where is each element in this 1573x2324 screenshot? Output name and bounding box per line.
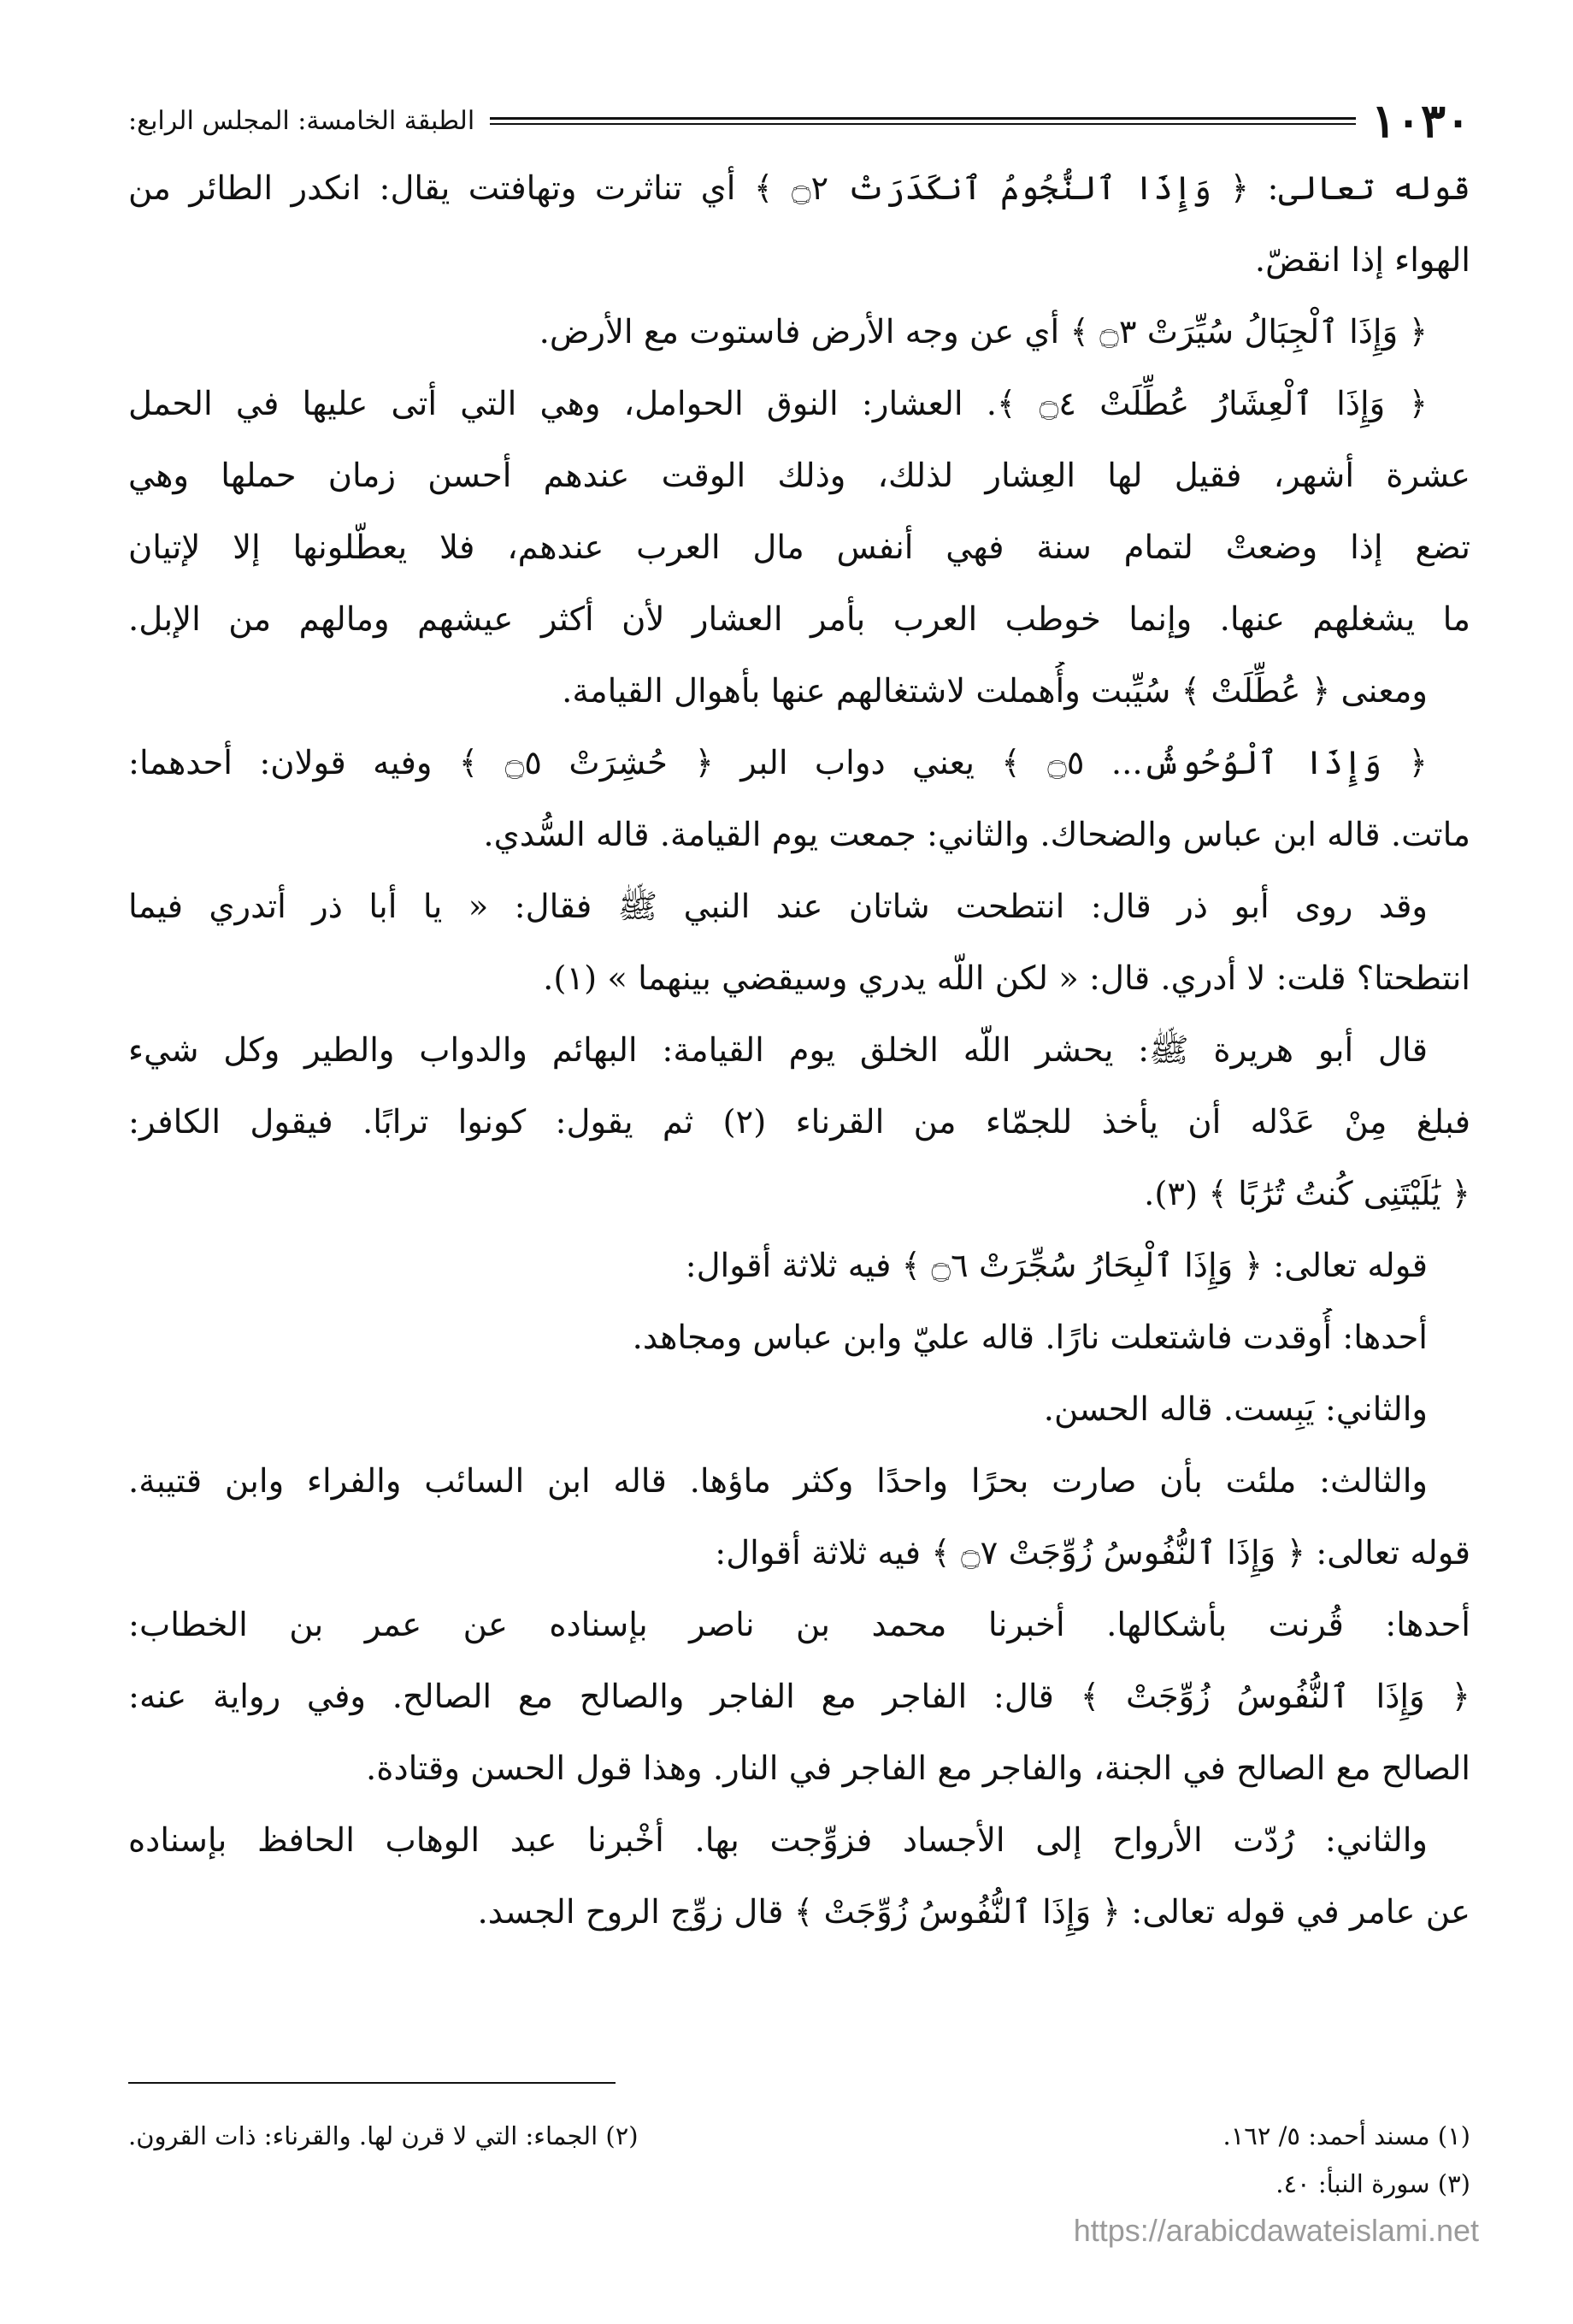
- text-line: أحدها: أُوقدت فاشتعلت نارًا. قاله عليّ وابن عباس ومجاهد.: [632, 1318, 1428, 1357]
- text-line: ﴿ وَإِذَا ٱلنُّفُوسُ زُوِّجَتْ ﴾ قال: الفاجر مع الفاجر والصالح مع الصالح. وفي رواية عنه:: [128, 1678, 1470, 1716]
- text-line: ﴿ يَٰلَيْتَنِى كُنتُ تُرَٰبًا ﴾ (٣).: [1144, 1175, 1470, 1213]
- text-line: قال أبو هريرة ﷺ: يحشر اللّه الخلق يوم القيامة: البهائم والدواب والطير وكل شيء: [128, 1031, 1428, 1070]
- footnote-3: (٣) سورة النبأ: ٤٠.: [1275, 2169, 1470, 2198]
- book-page: [128, 94, 1470, 1955]
- footnotes: [128, 2112, 1470, 2208]
- text-line: وقد روى أبو ذر قال: انتطحت شاتان عند النبي ﷺ فقال: « يا أبا ذر أتدري فيما: [128, 888, 1428, 926]
- running-title: الطبقة الخامسة: المجلس الرابع:: [128, 105, 475, 136]
- text-line: والثاني: رُدّت الأرواح إلى الأجساد فزوِّجت بها. أخْبرنا عبد الوهاب الحافظ بإسناده: [128, 1821, 1428, 1860]
- text-line: الهواء إذا انقضّ.: [1254, 241, 1470, 280]
- footnote-1: (١) مسند أحمد: ٥/ ١٦٢.: [1222, 2121, 1470, 2150]
- text-line: أحدها: قُرنت بأشكالها. أخبرنا محمد بن ناصر بإسناده عن عمر بن الخطاب:: [128, 1606, 1470, 1644]
- text-line: انتطحتا؟ قلت: لا أدري. قال: « لكن اللّه يدري وسيقضي بينهما » (١).: [543, 959, 1470, 998]
- text-line: والثالث: ملئت بأن صارت بحرًا واحدًا وكثر ماؤها. قاله ابن السائب والفراء وابن قتيبة.: [128, 1462, 1428, 1501]
- footnote-row: [128, 2160, 1470, 2208]
- text-line: فبلغ مِنْ عَدْله أن يأخذ للجمّاء من القرناء (٢) ثم يقول: كونوا ترابًا. فيقول الكافر:: [128, 1103, 1470, 1141]
- footnote-separator: [128, 2082, 616, 2084]
- text-line: تضع إذا وضعتْ لتمام سنة فهي أنفس مال العرب عندهم، فلا يعطّلونها إلا لإتيان: [128, 528, 1470, 567]
- watermark-url: https://arabicdawateislami.net: [1073, 2213, 1479, 2248]
- text-line: عشرة أشهر، فقيل لها العِشار لذلك، وذلك الوقت عندهم أحسن زمان حملها وهي: [128, 457, 1470, 495]
- footnote-row: [128, 2112, 1470, 2160]
- header-rule: [490, 117, 1356, 125]
- page-body: [128, 159, 1470, 1955]
- text-line: والثاني: يَبِست. قاله الحسن.: [1043, 1390, 1428, 1429]
- text-line: قوله تعالى: ﴿ وَإِذَا ٱلنُّجُومُ ٱنكَدَرَتْ ۝٢ ﴾ أي تناثرت وتهافتت يقال: انكدر الطائر من: [128, 169, 1470, 208]
- text-line: ماتت. قاله ابن عباس والضحاك. والثاني: جمعت يوم القيامة. قاله السُّدي.: [483, 816, 1470, 854]
- text-line: قوله تعالى: ﴿ وَإِذَا ٱلْبِحَارُ سُجِّرَتْ ۝٦ ﴾ فيه ثلاثة أقوال:: [685, 1247, 1428, 1285]
- text-line: ﴿ وَإِذَا ٱلْعِشَارُ عُطِّلَتْ ۝٤ ﴾. العشار: النوق الحوامل، وهي التي أتى عليها في الحمل: [128, 385, 1429, 423]
- footnote-2: (٢) الجماء: التي لا قرن لها. والقرناء: ذات القرون.: [128, 2121, 639, 2150]
- text-line: ومعنى ﴿ عُطِّلَتْ ﴾ سُيِّبت وأُهملت لاشتغالهم عنها بأهوال القيامة.: [562, 672, 1428, 711]
- page-number: ١٠٣٠: [1370, 93, 1470, 148]
- text-line: الصالح مع الصالح في الجنة، والفاجر مع الفاجر في النار. وهذا قول الحسن وقتادة.: [366, 1749, 1470, 1788]
- text-line: ما يشغلهم عنها. وإنما خوطب العرب بأمر العشار لأن أكثر عيشهم ومالهم من الإبل.: [128, 600, 1470, 639]
- page-header: [128, 94, 1470, 147]
- text-line: عن عامر في قوله تعالى: ﴿ وَإِذَا ٱلنُّفُوسُ زُوِّجَتْ ﴾ قال زوِّج الروح الجسد.: [477, 1893, 1470, 1932]
- text-line: ﴿ وَإِذَا ٱلْجِبَالُ سُيِّرَتْ ۝٣ ﴾ أي عن وجه الأرض فاستوت مع الأرض.: [539, 313, 1428, 351]
- text-line: ﴿ وَإِذَا ٱلْوُحُوشُ... ۝٥ ﴾ يعني دواب البر ﴿ حُشِرَتْ ۝٥ ﴾ وفيه قولان: أحدهما:: [128, 744, 1428, 782]
- text-line: قوله تعالى: ﴿ وَإِذَا ٱلنُّفُوسُ زُوِّجَتْ ۝٧ ﴾ فيه ثلاثة أقوال:: [715, 1534, 1470, 1572]
